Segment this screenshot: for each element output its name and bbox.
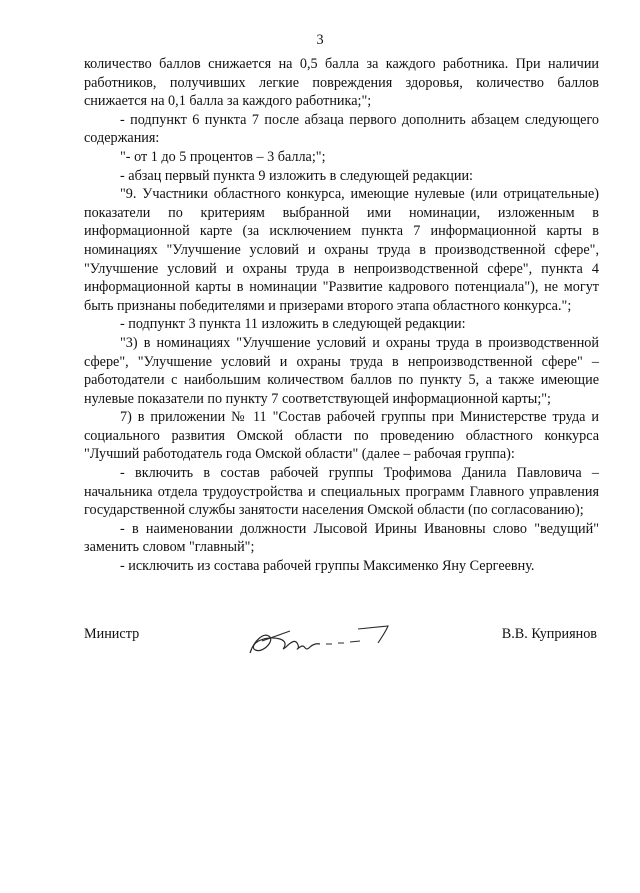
paragraph: - включить в состав рабочей группы Трофимова Данила Павловича – начальника отдела трудоустройства и специальных программ Главного управления государственной службы занятости населения Омской области (по согласованию); [84, 465, 599, 519]
document-body [84, 55, 599, 576]
paragraph: 7) в приложении № 11 "Состав рабочей группы при Министерстве труда и социального развития Омской области по проведению областного конкурса "Лучший работодатель года Омской области" (далее – рабочая группа): [84, 409, 599, 463]
page-number: 3 [316, 32, 324, 48]
paragraph: - в наименовании должности Лысовой Ирины Ивановны слово "ведущий" заменить словом "главный"; [84, 520, 599, 556]
paragraph: - абзац первый пункта 9 изложить в следующей редакции: [120, 167, 473, 184]
paragraph: количество баллов снижается на 0,5 балла за каждого работника. При наличии работников, получивших легкие повреждения здоровья, количество баллов снижается на 0,1 балла за каждого работника;"; [84, 56, 599, 110]
paragraph: "9. Участники областного конкурса, имеющие нулевые (или отрицательные) показатели по критериям выбранной ими номинации, изложенным в информационной карте (за исключением пункта 7 информационной карты в номинациях "Улучшение условий и охраны труда в производственной сфере", "Улучшение условий и охраны труда в непроизводственной сфере", пункта 4 информационной карты в номинации "Развитие кадрового потенциала"), не могут быть признаны победителями и призерами второго этапа областного конкурса."; [84, 186, 599, 314]
paragraph: - исключить из состава рабочей группы Максименко Яну Сергеевну. [120, 558, 535, 575]
paragraph: - подпункт 6 пункта 7 после абзаца первого дополнить абзацем следующего содержания: [84, 111, 599, 147]
signature-block [0, 625, 640, 675]
signatory-title: Министр [84, 626, 140, 642]
paragraph: - подпункт 3 пункта 11 изложить в следующей редакции: [120, 316, 466, 333]
paragraph: "- от 1 до 5 процентов – 3 балла;"; [120, 148, 326, 165]
paragraph: "3) в номинациях "Улучшение условий и охраны труда в производственной сфере", "Улучшение условий и охраны труда в непроизводственной сфере" – работодатели с наибольшим количеством баллов по пункту 5, а также имеющие нулевые показатели по пункту 7 соответствующей информационной карты;"; [84, 334, 599, 407]
handwritten-signature [240, 617, 400, 667]
signatory-name: В.В. Куприянов [501, 626, 597, 642]
